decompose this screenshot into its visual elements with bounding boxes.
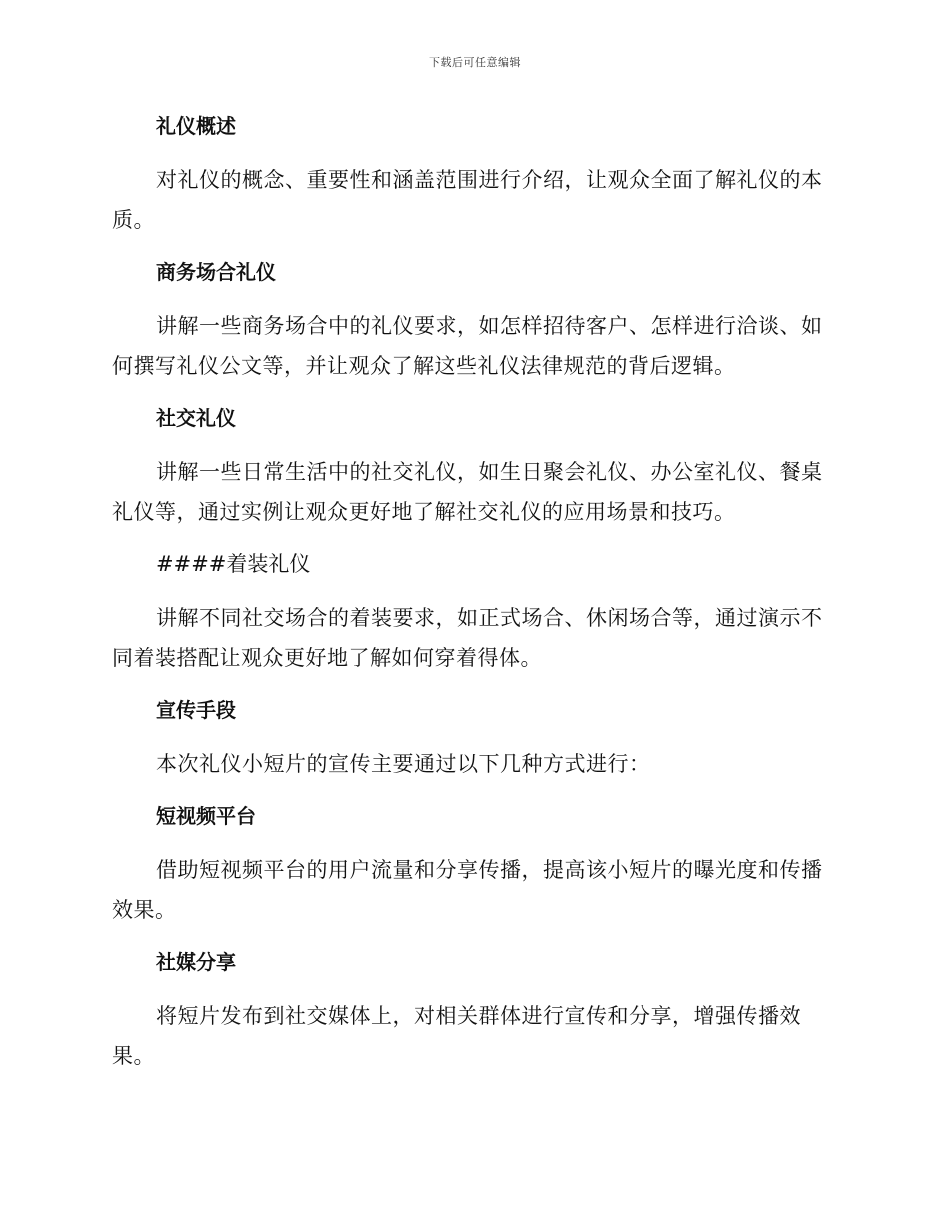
section-paragraph-dress-etiquette: 讲解不同社交场合的着装要求，如正式场合、休闲场合等，通过演示不 同着装搭配让观众更好地了解如何穿着得体。: [112, 606, 823, 670]
section-heading-short-video-platform: 短视频平台: [156, 804, 256, 828]
section-heading-dress-etiquette: ####着装礼仪: [156, 552, 311, 576]
page-header: 下载后可任意编辑: [429, 56, 521, 69]
section-paragraph-business-etiquette: 讲解一些商务场合中的礼仪要求，如怎样招待客户、怎样进行洽谈、如 何撰写礼仪公文等，并让观众了解这些礼仪法律规范的背后逻辑。: [112, 314, 823, 378]
document-body: [112, 106, 832, 1076]
section-heading-promotion: 宣传手段: [156, 698, 236, 722]
section-heading-social-etiquette: 社交礼仪: [156, 406, 236, 430]
section-heading-etiquette-overview: 礼仪概述: [156, 114, 236, 138]
section-paragraph-short-video-platform: 借助短视频平台的用户流量和分享传播，提高该小短片的曝光度和传播 效果。: [112, 858, 823, 922]
section-paragraph-social-media-sharing: 将短片发布到社交媒体上，对相关群体进行宣传和分享，增强传播效 果。: [112, 1004, 801, 1068]
section-heading-business-etiquette: 商务场合礼仪: [156, 260, 276, 284]
section-paragraph-social-etiquette: 讲解一些日常生活中的社交礼仪，如生日聚会礼仪、办公室礼仪、餐桌 礼仪等，通过实例让观众更好地了解社交礼仪的应用场景和技巧。: [112, 460, 823, 524]
section-paragraph-promotion: 本次礼仪小短片的宣传主要通过以下几种方式进行：: [156, 752, 651, 776]
section-heading-social-media-sharing: 社媒分享: [156, 950, 236, 974]
section-paragraph-etiquette-overview: 对礼仪的概念、重要性和涵盖范围进行介绍，让观众全面了解礼仪的本 质。: [112, 168, 823, 232]
